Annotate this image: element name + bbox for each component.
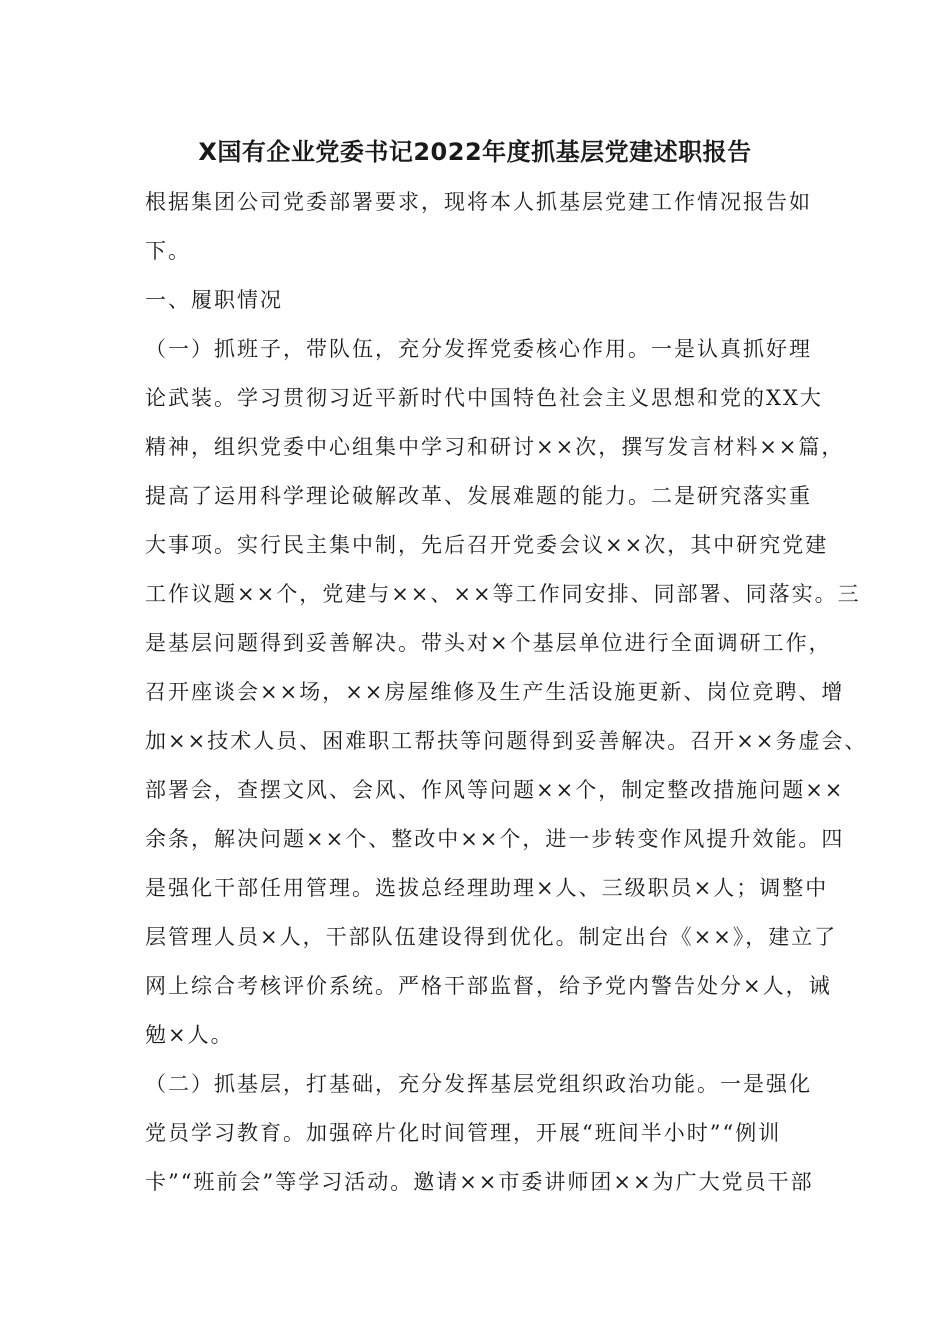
body-line: 大事项。实行民主集中制，先后召开党委会议××次，其中研究党建 [145, 533, 829, 557]
body-line: 论武装。学习贯彻习近平新时代中国特色社会主义思想和党的XX大 [145, 386, 823, 410]
body-line: 是基层问题得到妥善解决。带头对×个基层单位进行全面调研工作， [145, 631, 832, 655]
body-line: （一）抓班子，带队伍，充分发挥党委核心作用。一是认真抓好理 [145, 337, 812, 361]
body-line: 余条，解决问题××个、整改中××个，进一步转变作风提升效能。四 [145, 827, 845, 851]
body-line: 提高了运用科学理论破解改革、发展难题的能力。二是研究落实重 [145, 484, 812, 508]
document-body [145, 178, 868, 1207]
section-heading: 一、履职情况 [145, 288, 283, 312]
body-line: 根据集团公司党委部署要求，现将本人抓基层党建工作情况报告如 [145, 190, 812, 214]
body-line: 下。 [145, 239, 191, 263]
body-line: 网上综合考核评价系统。严格干部监督，给予党内警告处分×人，诫 [145, 974, 832, 998]
body-line: 加××技术人员、困难职工帮扶等问题得到妥善解决。召开××务虚会、 [145, 729, 868, 753]
document-title: X国有企业党委书记2022年度抓基层党建述职报告 [198, 138, 752, 166]
body-line: 层管理人员×人，干部队伍建设得到优化。制定出台《××》，建立了 [145, 925, 838, 949]
body-line: 部署会，查摆文风、会风、作风等问题××个，制定整改措施问题×× [145, 778, 845, 802]
body-line: 精神，组织党委中心组集中学习和研讨××次，撰写发言材料××篇， [145, 435, 845, 459]
body-line: 勉×人。 [145, 1023, 234, 1047]
body-line: 召开座谈会××场，××房屋维修及生产生活设施更新、岗位竞聘、增 [145, 680, 845, 704]
body-line: 党员学习教育。加强碎片化时间管理，开展“班间半小时”“例训 [145, 1121, 782, 1145]
body-line: （二）抓基层，打基础，充分发挥基层党组织政治功能。一是强化 [145, 1072, 812, 1096]
body-line: 工作议题××个，党建与××、××等工作同安排、同部署、同落实。三 [145, 582, 861, 606]
body-line: 是强化干部任用管理。选拔总经理助理×人、三级职员×人；调整中 [145, 876, 829, 900]
body-line: 卡”“班前会”等学习活动。邀请××市委讲师团××为广大党员干部 [145, 1170, 814, 1194]
